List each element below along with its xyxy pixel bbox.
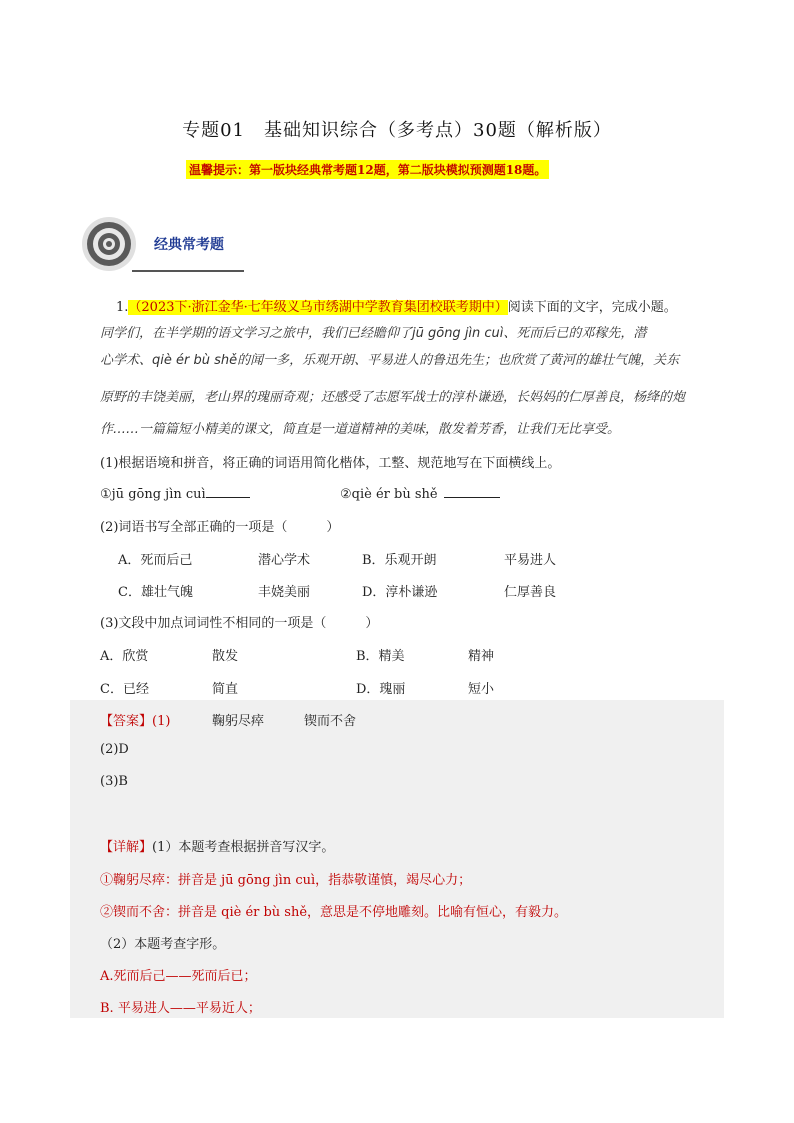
passage-line: 同学们，在半学期的语文学习之旅中，我们已经瞻仰了jū gōng jìn cuì、死而后已的邓稼先，潜 — [100, 326, 647, 341]
sub1-pinyin-a: ①jū gōng jìn cuì — [100, 487, 206, 502]
option: 潜心学术 — [258, 553, 311, 568]
detail-line-1 — [100, 836, 334, 855]
detail-label: 【详解】 — [100, 840, 153, 855]
detail-line-3: ②锲而不舍：拼音是 qiè ér bù shě，意思是不停地雕刻。比喻有恒心，有毅力。 — [100, 905, 568, 920]
answer-blank — [444, 485, 500, 498]
answer-blank — [206, 485, 250, 498]
question-source: （2023下·浙江金华·七年级义乌市绣湖中学教育集团校联考期中） — [128, 300, 508, 315]
target-icon — [80, 215, 138, 273]
answer-word: 鞠躬尽瘁 — [212, 714, 265, 729]
option: D．淳朴谦逊 — [362, 585, 438, 600]
question-number: 1. — [116, 300, 129, 315]
option: 简直 — [212, 682, 239, 697]
question-header — [116, 296, 677, 315]
option: C．已经 — [100, 682, 149, 697]
detail-line-6: B. 平易进人——平易近人； — [100, 1001, 261, 1016]
detail-text: (1）本题考查根据拼音写汉字。 — [152, 840, 335, 855]
sub1-item-a — [100, 485, 250, 502]
sub1-pinyin-b: ②qiè ér bù shě — [340, 487, 438, 502]
page-title: 专题01 基础知识综合（多考点）30题（解析版） — [182, 120, 612, 141]
passage-line: 原野的丰饶美丽，老山界的瑰丽奇观；还感受了志愿军战士的淳朴谦逊，长妈妈的仁厚善良，杨绛的炮 — [100, 390, 686, 405]
sub-question-3: (3)文段中加点词词性不相同的一项是（ ） — [100, 616, 379, 631]
detail-line-5: A.死而后己——死而后已； — [100, 969, 257, 984]
option: A．欣赏 — [100, 649, 149, 664]
detail-line-4: （2）本题考查字形。 — [100, 937, 226, 952]
option: 平易进人 — [504, 553, 557, 568]
option: B．乐观开朗 — [362, 553, 437, 568]
option: A．死而后己 — [118, 553, 193, 568]
detail-line-2: ①鞠躬尽瘁：拼音是 jū gōng jìn cuì，指恭敬谨慎，竭尽心力； — [100, 873, 472, 888]
sub-question-1: (1)根据语境和拼音，将正确的词语用简化楷体，工整、规范地写在下面横线上。 — [100, 456, 561, 471]
answer-line-3: (3)B — [100, 774, 128, 789]
option: 精神 — [468, 649, 495, 664]
option: 丰娆美丽 — [258, 585, 311, 600]
question-instruction: 阅读下面的文字，完成小题。 — [507, 300, 677, 315]
option: 仁厚善良 — [504, 585, 557, 600]
section-divider — [132, 270, 244, 272]
answer-label: 【答案】 — [100, 714, 153, 729]
answer-line-2: (2)D — [100, 742, 129, 757]
answer-line-1 — [100, 710, 170, 729]
option: D．瑰丽 — [356, 682, 406, 697]
sub1-item-b — [340, 485, 500, 502]
sub-question-2: (2)词语书写全部正确的一项是（ ） — [100, 520, 340, 535]
tip-banner: 温馨提示：第一版块经典常考题12题，第二版块模拟预测题18题。 — [186, 160, 549, 179]
section-title: 经典常考题 — [154, 237, 224, 253]
answer-number: (1) — [152, 714, 171, 729]
option: C．雄壮气魄 — [118, 585, 193, 600]
option: B．精美 — [356, 649, 405, 664]
option: 短小 — [468, 682, 495, 697]
passage-line: 作……一篇篇短小精美的课文，简直是一道道精神的美味，散发着芳香，让我们无比享受。 — [100, 422, 621, 437]
option: 散发 — [212, 649, 239, 664]
passage-line: 心学术、qiè ér bù shě的闻一多，乐观开朗、平易进人的鲁迅先生；也欣赏了黄河的雄壮气魄，关东 — [100, 353, 680, 368]
answer-word: 锲而不舍 — [304, 714, 357, 729]
